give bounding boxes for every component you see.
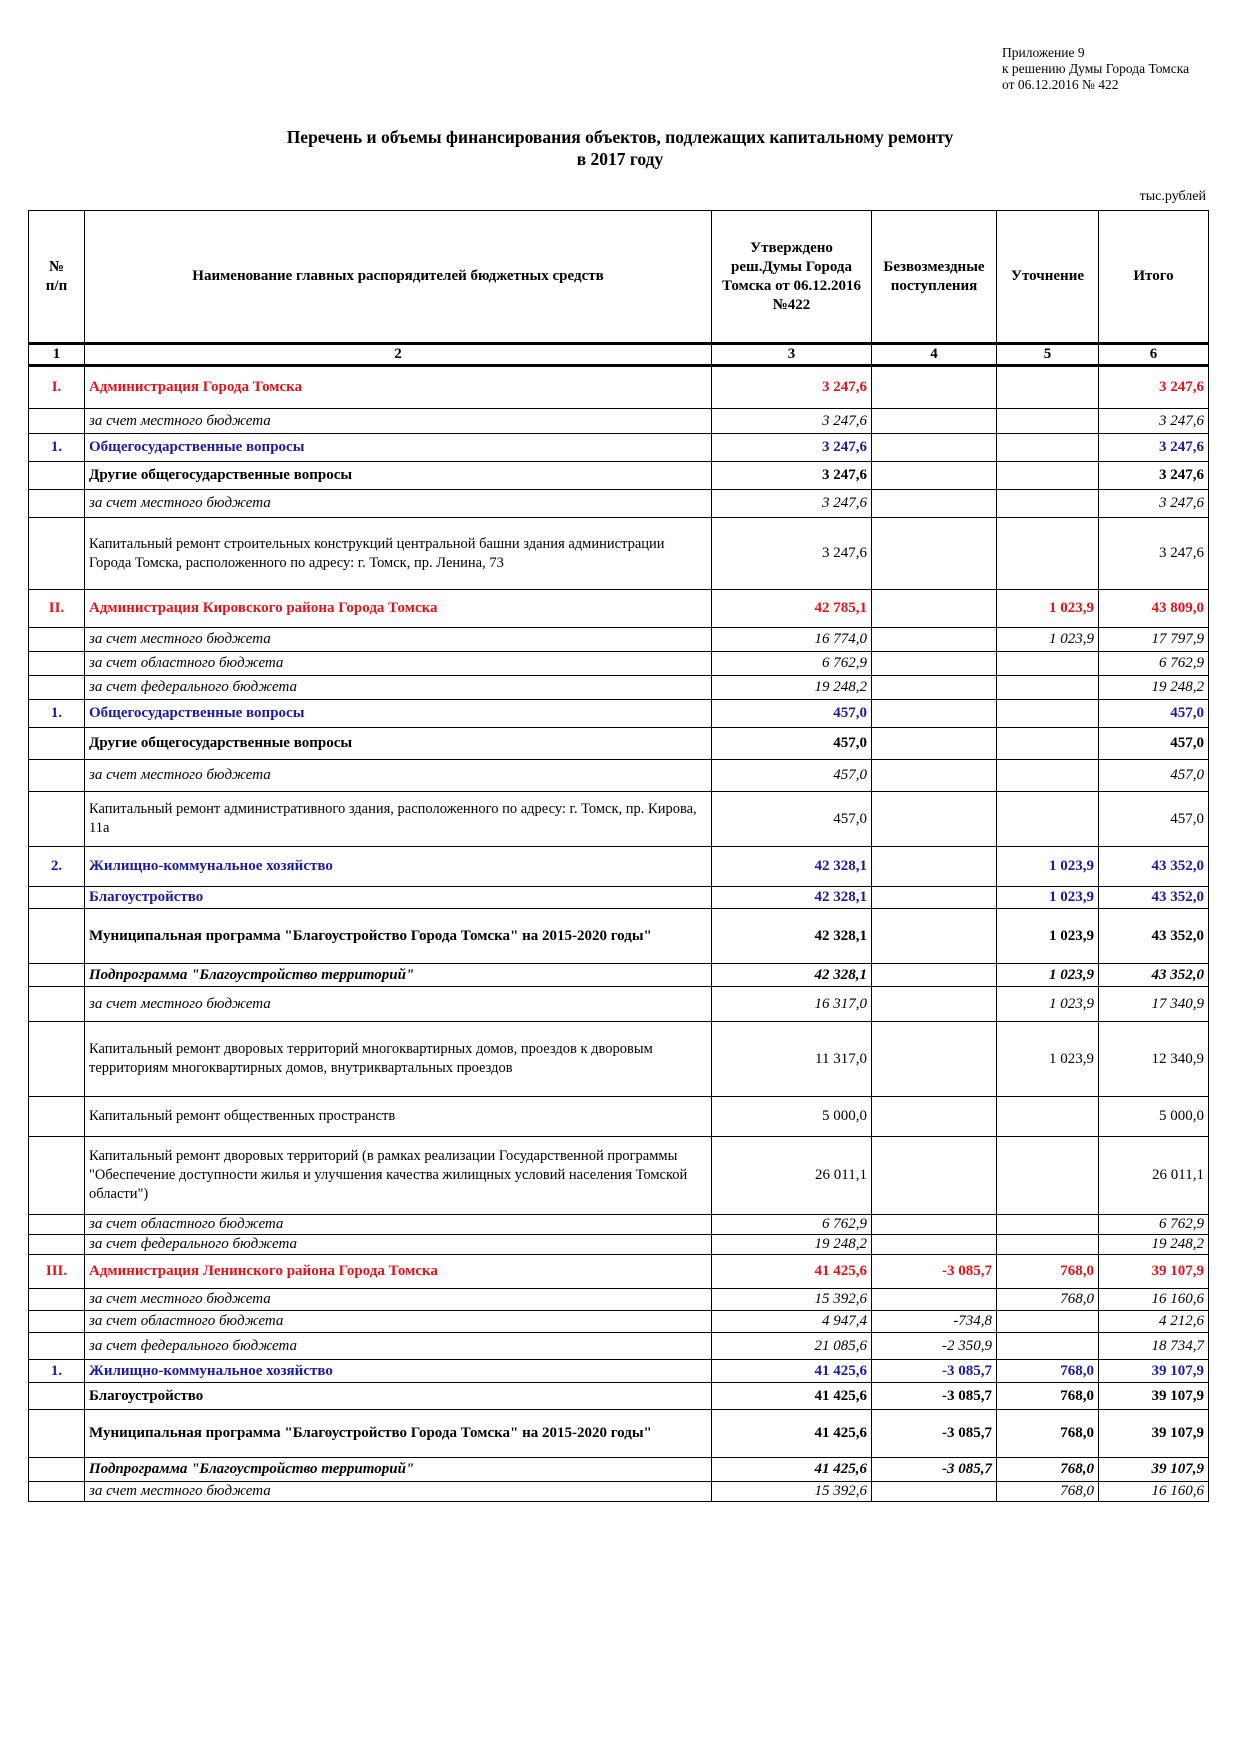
header-row bbox=[29, 211, 1209, 344]
row-total: 3 247,6 bbox=[1099, 409, 1209, 434]
row-number bbox=[29, 490, 85, 518]
row-adjustment: 768,0 bbox=[997, 1255, 1099, 1289]
column-number: 1 bbox=[29, 344, 85, 366]
table-row bbox=[29, 1215, 1209, 1235]
row-approved: 41 425,6 bbox=[712, 1458, 872, 1482]
row-approved: 457,0 bbox=[712, 760, 872, 792]
table-row bbox=[29, 490, 1209, 518]
row-number: 2. bbox=[29, 847, 85, 887]
row-approved: 3 247,6 bbox=[712, 490, 872, 518]
table-row bbox=[29, 760, 1209, 792]
row-number bbox=[29, 462, 85, 490]
table-row bbox=[29, 1137, 1209, 1215]
row-number bbox=[29, 728, 85, 760]
row-grants bbox=[872, 1137, 997, 1215]
row-number bbox=[29, 1458, 85, 1482]
row-adjustment bbox=[997, 462, 1099, 490]
table-row bbox=[29, 628, 1209, 652]
row-approved: 4 947,4 bbox=[712, 1311, 872, 1333]
table-row bbox=[29, 1360, 1209, 1383]
row-approved: 3 247,6 bbox=[712, 518, 872, 590]
row-name: Муниципальная программа "Благоустройство Города Томска" на 2015-2020 годы" bbox=[85, 909, 712, 964]
row-name: Администрация Кировского района Города Томска bbox=[85, 590, 712, 628]
table-row bbox=[29, 366, 1209, 409]
row-name: Капитальный ремонт строительных конструкций центральной башни здания администрации Города Томска, расположенного по адресу: г. Томск, пр. Ленина, 73 bbox=[85, 518, 712, 590]
row-approved: 16 774,0 bbox=[712, 628, 872, 652]
row-total: 16 160,6 bbox=[1099, 1482, 1209, 1502]
row-number bbox=[29, 1311, 85, 1333]
row-grants bbox=[872, 964, 997, 987]
row-adjustment: 1 023,9 bbox=[997, 909, 1099, 964]
row-name: за счет областного бюджета bbox=[85, 1215, 712, 1235]
row-grants: -3 085,7 bbox=[872, 1360, 997, 1383]
row-adjustment bbox=[997, 1215, 1099, 1235]
header-total: Итого bbox=[1099, 211, 1209, 344]
row-number bbox=[29, 1289, 85, 1311]
row-adjustment bbox=[997, 1311, 1099, 1333]
row-total: 4 212,6 bbox=[1099, 1311, 1209, 1333]
table-row bbox=[29, 1289, 1209, 1311]
row-approved: 26 011,1 bbox=[712, 1137, 872, 1215]
row-grants: -3 085,7 bbox=[872, 1458, 997, 1482]
row-name: Жилищно-коммунальное хозяйство bbox=[85, 1360, 712, 1383]
row-total: 3 247,6 bbox=[1099, 462, 1209, 490]
row-adjustment bbox=[997, 409, 1099, 434]
row-total: 39 107,9 bbox=[1099, 1383, 1209, 1410]
table-row bbox=[29, 518, 1209, 590]
column-number: 3 bbox=[712, 344, 872, 366]
row-grants: -734,8 bbox=[872, 1311, 997, 1333]
row-approved: 3 247,6 bbox=[712, 434, 872, 462]
row-total: 39 107,9 bbox=[1099, 1255, 1209, 1289]
row-name: за счет местного бюджета bbox=[85, 490, 712, 518]
row-approved: 11 317,0 bbox=[712, 1022, 872, 1097]
row-grants bbox=[872, 590, 997, 628]
row-approved: 15 392,6 bbox=[712, 1482, 872, 1502]
row-number bbox=[29, 1215, 85, 1235]
table-row bbox=[29, 847, 1209, 887]
header-grants: Безвозмездные поступления bbox=[872, 211, 997, 344]
table-row bbox=[29, 1410, 1209, 1458]
row-approved: 42 328,1 bbox=[712, 909, 872, 964]
row-name: Капитальный ремонт дворовых территорий многоквартирных домов, проездов к дворовым территориям многоквартирных домов, внутриквартальных проездов bbox=[85, 1022, 712, 1097]
row-number: III. bbox=[29, 1255, 85, 1289]
appendix-note bbox=[1002, 45, 1189, 93]
row-approved: 457,0 bbox=[712, 728, 872, 760]
row-grants: -3 085,7 bbox=[872, 1410, 997, 1458]
row-total: 6 762,9 bbox=[1099, 652, 1209, 676]
table-row bbox=[29, 1022, 1209, 1097]
row-total: 5 000,0 bbox=[1099, 1097, 1209, 1137]
row-name: за счет местного бюджета bbox=[85, 1289, 712, 1311]
row-adjustment bbox=[997, 760, 1099, 792]
row-adjustment: 1 023,9 bbox=[997, 847, 1099, 887]
row-grants bbox=[872, 434, 997, 462]
row-grants bbox=[872, 847, 997, 887]
row-grants bbox=[872, 1022, 997, 1097]
row-name: за счет местного бюджета bbox=[85, 628, 712, 652]
row-adjustment: 1 023,9 bbox=[997, 987, 1099, 1022]
row-approved: 3 247,6 bbox=[712, 366, 872, 409]
row-grants: -3 085,7 bbox=[872, 1383, 997, 1410]
row-number bbox=[29, 518, 85, 590]
table-row bbox=[29, 462, 1209, 490]
table-row bbox=[29, 1458, 1209, 1482]
row-name: Подпрограмма "Благоустройство территорий" bbox=[85, 1458, 712, 1482]
row-number bbox=[29, 909, 85, 964]
row-adjustment: 768,0 bbox=[997, 1458, 1099, 1482]
row-grants bbox=[872, 1215, 997, 1235]
row-adjustment bbox=[997, 490, 1099, 518]
row-number: 1. bbox=[29, 1360, 85, 1383]
row-number: II. bbox=[29, 590, 85, 628]
row-name: Капитальный ремонт административного здания, расположенного по адресу: г. Томск, пр. Кирова, 11а bbox=[85, 792, 712, 847]
column-numbers-row bbox=[29, 344, 1209, 366]
row-approved: 41 425,6 bbox=[712, 1410, 872, 1458]
row-number bbox=[29, 1137, 85, 1215]
row-total: 12 340,9 bbox=[1099, 1022, 1209, 1097]
row-total: 3 247,6 bbox=[1099, 490, 1209, 518]
row-adjustment: 768,0 bbox=[997, 1289, 1099, 1311]
row-grants bbox=[872, 518, 997, 590]
row-approved: 42 328,1 bbox=[712, 847, 872, 887]
row-approved: 5 000,0 bbox=[712, 1097, 872, 1137]
row-adjustment bbox=[997, 1333, 1099, 1360]
table-row bbox=[29, 792, 1209, 847]
row-approved: 41 425,6 bbox=[712, 1383, 872, 1410]
row-adjustment bbox=[997, 728, 1099, 760]
row-name: за счет федерального бюджета bbox=[85, 1235, 712, 1255]
row-approved: 6 762,9 bbox=[712, 1215, 872, 1235]
row-grants bbox=[872, 366, 997, 409]
row-name: Администрация Ленинского района Города Томска bbox=[85, 1255, 712, 1289]
row-name: за счет федерального бюджета bbox=[85, 676, 712, 700]
row-number bbox=[29, 964, 85, 987]
table-row bbox=[29, 728, 1209, 760]
table-row bbox=[29, 1255, 1209, 1289]
row-grants bbox=[872, 490, 997, 518]
row-grants bbox=[872, 1289, 997, 1311]
row-adjustment: 1 023,9 bbox=[997, 628, 1099, 652]
table-row bbox=[29, 1333, 1209, 1360]
table-row bbox=[29, 964, 1209, 987]
row-total: 43 809,0 bbox=[1099, 590, 1209, 628]
row-total: 6 762,9 bbox=[1099, 1215, 1209, 1235]
row-total: 26 011,1 bbox=[1099, 1137, 1209, 1215]
row-grants: -2 350,9 bbox=[872, 1333, 997, 1360]
row-number bbox=[29, 652, 85, 676]
row-grants bbox=[872, 792, 997, 847]
row-total: 457,0 bbox=[1099, 760, 1209, 792]
row-grants bbox=[872, 676, 997, 700]
row-grants bbox=[872, 700, 997, 728]
row-approved: 457,0 bbox=[712, 700, 872, 728]
column-number: 6 bbox=[1099, 344, 1209, 366]
row-number bbox=[29, 409, 85, 434]
row-adjustment bbox=[997, 676, 1099, 700]
row-name: Капитальный ремонт дворовых территорий (в рамках реализации Государственной программы "Обеспечение доступности жилья и улучшения качества жилищных условий населения Томской области") bbox=[85, 1137, 712, 1215]
column-number: 2 bbox=[85, 344, 712, 366]
row-number: 1. bbox=[29, 434, 85, 462]
row-total: 39 107,9 bbox=[1099, 1458, 1209, 1482]
row-number: 1. bbox=[29, 700, 85, 728]
row-grants bbox=[872, 1235, 997, 1255]
row-number bbox=[29, 987, 85, 1022]
row-number bbox=[29, 792, 85, 847]
row-name: Другие общегосударственные вопросы bbox=[85, 728, 712, 760]
row-total: 3 247,6 bbox=[1099, 366, 1209, 409]
row-total: 457,0 bbox=[1099, 728, 1209, 760]
row-name: Капитальный ремонт общественных пространств bbox=[85, 1097, 712, 1137]
units-label: тыс.рублей bbox=[1139, 189, 1206, 204]
row-total: 3 247,6 bbox=[1099, 518, 1209, 590]
header-approved: Утверждено реш.Думы Города Томска от 06.12.2016 №422 bbox=[712, 211, 872, 344]
row-adjustment: 768,0 bbox=[997, 1410, 1099, 1458]
row-adjustment bbox=[997, 518, 1099, 590]
table-row bbox=[29, 676, 1209, 700]
row-adjustment: 1 023,9 bbox=[997, 1022, 1099, 1097]
row-name: Общегосударственные вопросы bbox=[85, 700, 712, 728]
row-total: 17 797,9 bbox=[1099, 628, 1209, 652]
title-line: в 2017 году bbox=[576, 149, 664, 169]
row-approved: 3 247,6 bbox=[712, 409, 872, 434]
row-number bbox=[29, 628, 85, 652]
row-name: Благоустройство bbox=[85, 887, 712, 909]
row-total: 457,0 bbox=[1099, 792, 1209, 847]
row-grants bbox=[872, 628, 997, 652]
table-row bbox=[29, 887, 1209, 909]
row-approved: 6 762,9 bbox=[712, 652, 872, 676]
row-adjustment: 1 023,9 bbox=[997, 887, 1099, 909]
row-grants bbox=[872, 987, 997, 1022]
header-number-line: п/п bbox=[45, 277, 68, 294]
row-number: I. bbox=[29, 366, 85, 409]
header-adjustment: Уточнение bbox=[997, 211, 1099, 344]
row-number bbox=[29, 887, 85, 909]
appendix-line: от 06.12.2016 № 422 bbox=[1002, 77, 1119, 92]
row-number bbox=[29, 676, 85, 700]
row-number bbox=[29, 760, 85, 792]
budget-table bbox=[28, 210, 1209, 1502]
row-number bbox=[29, 1383, 85, 1410]
row-name: Администрация Города Томска bbox=[85, 366, 712, 409]
table-row bbox=[29, 1482, 1209, 1502]
row-total: 19 248,2 bbox=[1099, 676, 1209, 700]
row-total: 18 734,7 bbox=[1099, 1333, 1209, 1360]
row-grants bbox=[872, 1097, 997, 1137]
row-name: за счет федерального бюджета bbox=[85, 1333, 712, 1360]
table-row bbox=[29, 434, 1209, 462]
row-name: за счет местного бюджета bbox=[85, 409, 712, 434]
row-approved: 16 317,0 bbox=[712, 987, 872, 1022]
row-grants: -3 085,7 bbox=[872, 1255, 997, 1289]
table-row bbox=[29, 590, 1209, 628]
row-name: за счет областного бюджета bbox=[85, 1311, 712, 1333]
row-grants bbox=[872, 652, 997, 676]
row-grants bbox=[872, 909, 997, 964]
row-approved: 41 425,6 bbox=[712, 1360, 872, 1383]
row-adjustment bbox=[997, 700, 1099, 728]
row-total: 3 247,6 bbox=[1099, 434, 1209, 462]
row-total: 43 352,0 bbox=[1099, 964, 1209, 987]
row-adjustment bbox=[997, 1235, 1099, 1255]
row-number bbox=[29, 1410, 85, 1458]
appendix-line: к решению Думы Города Томска bbox=[1002, 61, 1190, 76]
row-name: за счет местного бюджета bbox=[85, 987, 712, 1022]
row-grants bbox=[872, 760, 997, 792]
row-approved: 42 328,1 bbox=[712, 964, 872, 987]
title-line: Перечень и объемы финансирования объектов, подлежащих капитальному ремонту bbox=[286, 127, 954, 147]
row-total: 39 107,9 bbox=[1099, 1410, 1209, 1458]
row-grants bbox=[872, 462, 997, 490]
row-name: Подпрограмма "Благоустройство территорий" bbox=[85, 964, 712, 987]
appendix-line: Приложение 9 bbox=[1002, 45, 1085, 60]
row-approved: 15 392,6 bbox=[712, 1289, 872, 1311]
table-row bbox=[29, 1097, 1209, 1137]
row-adjustment: 768,0 bbox=[997, 1482, 1099, 1502]
row-adjustment bbox=[997, 1137, 1099, 1215]
row-adjustment: 768,0 bbox=[997, 1383, 1099, 1410]
row-approved: 21 085,6 bbox=[712, 1333, 872, 1360]
row-name: Муниципальная программа "Благоустройство Города Томска" на 2015-2020 годы" bbox=[85, 1410, 712, 1458]
row-name: Благоустройство bbox=[85, 1383, 712, 1410]
row-adjustment bbox=[997, 366, 1099, 409]
row-adjustment bbox=[997, 792, 1099, 847]
header-number-line: № bbox=[48, 258, 65, 275]
row-name: Другие общегосударственные вопросы bbox=[85, 462, 712, 490]
row-approved: 42 785,1 bbox=[712, 590, 872, 628]
header-name: Наименование главных распорядителей бюджетных средств bbox=[85, 211, 712, 344]
table-row bbox=[29, 700, 1209, 728]
row-adjustment: 768,0 bbox=[997, 1360, 1099, 1383]
row-name: за счет местного бюджета bbox=[85, 1482, 712, 1502]
row-total: 16 160,6 bbox=[1099, 1289, 1209, 1311]
row-adjustment: 1 023,9 bbox=[997, 964, 1099, 987]
table-row bbox=[29, 909, 1209, 964]
row-name: Жилищно-коммунальное хозяйство bbox=[85, 847, 712, 887]
row-total: 43 352,0 bbox=[1099, 847, 1209, 887]
row-total: 457,0 bbox=[1099, 700, 1209, 728]
row-name: за счет областного бюджета bbox=[85, 652, 712, 676]
row-approved: 457,0 bbox=[712, 792, 872, 847]
header-number bbox=[29, 211, 85, 344]
row-total: 39 107,9 bbox=[1099, 1360, 1209, 1383]
row-number bbox=[29, 1022, 85, 1097]
table-row bbox=[29, 1235, 1209, 1255]
row-total: 17 340,9 bbox=[1099, 987, 1209, 1022]
table-row bbox=[29, 652, 1209, 676]
row-approved: 41 425,6 bbox=[712, 1255, 872, 1289]
row-adjustment: 1 023,9 bbox=[997, 590, 1099, 628]
row-approved: 42 328,1 bbox=[712, 887, 872, 909]
row-approved: 19 248,2 bbox=[712, 1235, 872, 1255]
row-approved: 19 248,2 bbox=[712, 676, 872, 700]
row-adjustment bbox=[997, 652, 1099, 676]
row-total: 43 352,0 bbox=[1099, 887, 1209, 909]
row-total: 43 352,0 bbox=[1099, 909, 1209, 964]
row-adjustment bbox=[997, 434, 1099, 462]
row-number bbox=[29, 1333, 85, 1360]
row-adjustment bbox=[997, 1097, 1099, 1137]
row-grants bbox=[872, 728, 997, 760]
row-approved: 3 247,6 bbox=[712, 462, 872, 490]
document-title bbox=[28, 126, 1212, 170]
row-grants bbox=[872, 1482, 997, 1502]
row-number bbox=[29, 1097, 85, 1137]
column-number: 5 bbox=[997, 344, 1099, 366]
table-row bbox=[29, 409, 1209, 434]
row-grants bbox=[872, 887, 997, 909]
table-row bbox=[29, 1383, 1209, 1410]
table-row bbox=[29, 987, 1209, 1022]
row-number bbox=[29, 1482, 85, 1502]
row-name: Общегосударственные вопросы bbox=[85, 434, 712, 462]
column-number: 4 bbox=[872, 344, 997, 366]
table-row bbox=[29, 1311, 1209, 1333]
row-total: 19 248,2 bbox=[1099, 1235, 1209, 1255]
row-grants bbox=[872, 409, 997, 434]
row-name: за счет местного бюджета bbox=[85, 760, 712, 792]
row-number bbox=[29, 1235, 85, 1255]
